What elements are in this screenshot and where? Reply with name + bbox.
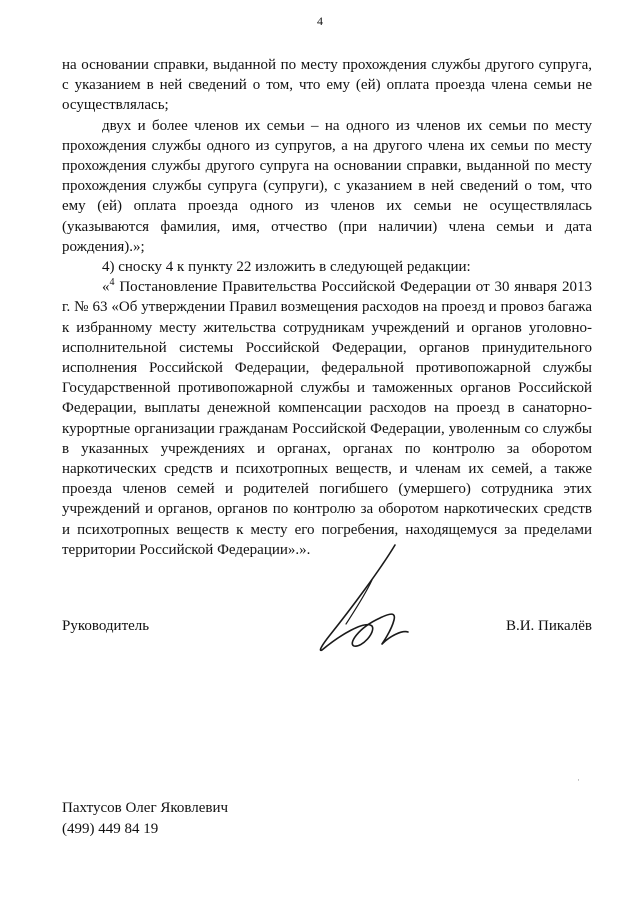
footnote-text: Постановление Правительства Российской Федерации от 30 января 2013 г. № 63 «Об утверждении Правил возмещения расходов на проезд и провоз багажа к избранному месту жительства сотрудникам учреждений и органов уголовно-исполнительной системы Российской Федерации, органов принудительного исполнения Российской Федерации, федеральной противопожарной службы Государственной противопожарной службы и таможенных органов Российской Федерации, выплаты денежной компенсации расходов на проезд в санаторно-курортные организации гражданам Российской Федерации, уволенным со службы в указанных учреждениях и органах, органах по контролю за оборотом наркотических средств и психотропных веществ, и членам их семей, а также проезда членов семей и родителей погибшего (умершего) сотрудника этих учреждений и органов, органов по контролю за оборотом наркотических средств и психотропных веществ к месту его погребения, находящемуся за пределами территории Российской Федерации».». xyxy=(62,279,592,558)
document-body xyxy=(62,55,592,560)
footnote-open-quote: « xyxy=(102,279,110,296)
paragraph-3: 4) сноску 4 к пункту 22 изложить в следующей редакции: xyxy=(102,259,471,276)
paragraph-2: двух и более членов их семьи – на одного из членов их семьи по месту прохождения службы одного из супругов, а на другого члена их семьи по месту прохождения службы другого супруга на основании справки, выданной по месту прохождения службы супруга (супруги), с указанием в ней сведений о том, что ему (ей) оплата проезда одного из членов их семьи не осуществлялась (указываются фамилия, имя, отчество (при наличии) члена семьи и дата рождения).»; xyxy=(62,117,592,255)
executor-name: Пахтусов Олег Яковлевич xyxy=(62,800,229,816)
page-number: 4 xyxy=(317,14,323,28)
scan-speck: · xyxy=(577,775,580,785)
footnote-paragraph xyxy=(62,277,592,560)
footnote-mark: 4 xyxy=(109,277,115,289)
signer-title: Руководитель xyxy=(62,618,150,634)
executor-block xyxy=(62,798,228,840)
executor-phone: (499) 449 84 19 xyxy=(62,821,159,837)
signer-name: В.И. Пикалёв xyxy=(505,618,592,634)
paragraph-1: на основании справки, выданной по месту прохождения службы другого супруга, с указанием в ней сведений о том, что ему (ей) оплата проезда члена семьи не осуществлялась; xyxy=(62,57,592,114)
handwritten-signature xyxy=(310,540,420,660)
